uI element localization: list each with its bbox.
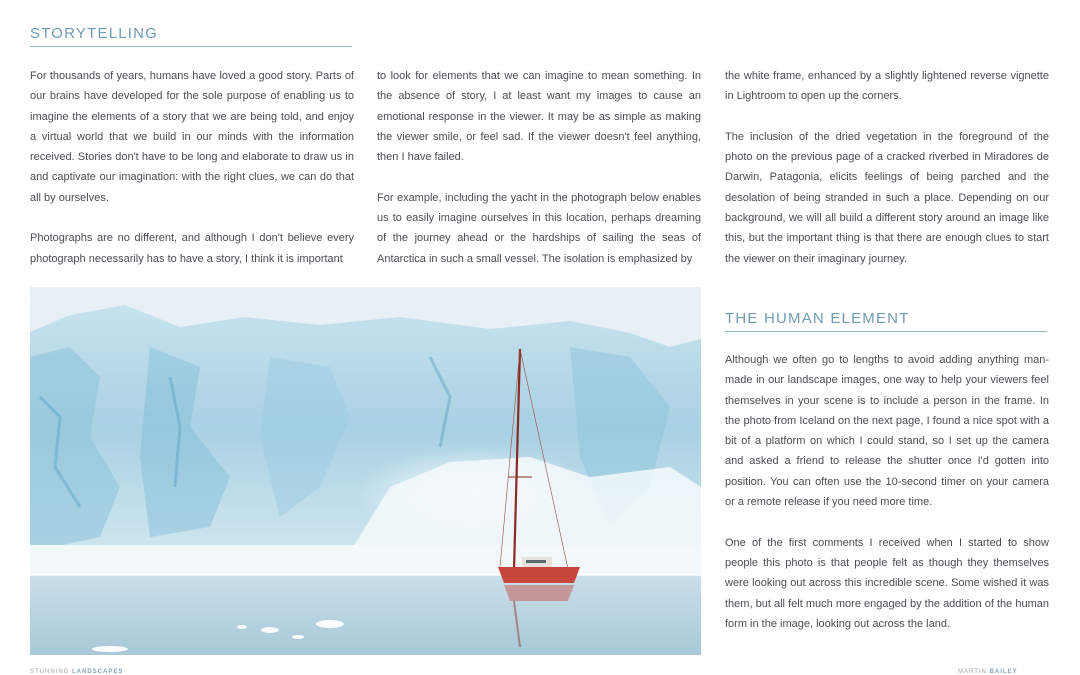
water: [30, 575, 701, 655]
paragraph: For example, including the yacht in the photograph below enables us to easily imagine ourselves in this location, perhaps dreaming of the journey ahead or the hardships of sailing the seas of Antarctica in such a small vessel. The isolation is emphasized by: [377, 191, 701, 265]
paragraph: One of the first comments I received when I started to show people this photo is that people felt as though they themselves were looking out across this incredible scene. Some wished it was them, but all felt much more engaged by the addition of the human form in the image, looking out across the land.: [725, 536, 1049, 630]
paragraph: Photographs are no different, and although I don't believe every photograph necessarily has to have a story, I think it is important: [30, 232, 354, 265]
footer-author-first: MARTIN: [958, 669, 987, 675]
footer-author-last: BAILEY: [989, 669, 1018, 675]
text-column-3-continued: [725, 350, 1049, 634]
paragraph: to look for elements that we can imagine to mean something. In the absence of story, I at least want my images to cause an emotional response in the viewer. It may be as simple as making the viewer smile, or feel sad. If the viewer doesn't feel anything, then I have failed.: [377, 70, 701, 164]
photo-antarctic-yacht: [30, 287, 701, 655]
paragraph: The inclusion of the dried vegetation in the foreground of the photo on the previous page of a cracked riverbed in Miradores de Darwin, Patagonia, elicits feelings of being parched and the desolation of being stranded in such a place. Depending on our background, we will all build a different story around an image like this, but the important thing is that there are enough clues to start the viewer on their imaginary journey.: [725, 130, 1049, 265]
ice-shelf: [30, 545, 701, 575]
section-heading-human-element: THE HUMAN ELEMENT: [725, 310, 1047, 332]
paragraph: the white frame, enhanced by a slightly lightened reverse vignette in Lightroom to open up the corners.: [725, 70, 1049, 103]
footer-left: [30, 669, 123, 675]
text-column-1: [30, 66, 354, 269]
footer-right: [958, 669, 1018, 675]
footer-book-title: LANDSCAPES: [72, 669, 124, 675]
text-column-2: [377, 66, 701, 269]
footer-prefix: STUNNING: [30, 669, 70, 675]
text-column-3: [725, 66, 1049, 269]
section-heading-storytelling: STORYTELLING: [30, 25, 352, 47]
paragraph: For thousands of years, humans have loved a good story. Parts of our brains have developed for the sole purpose of enabling us to imagine the elements of a story that we are being told, and enjoy a virtual world that we build in our minds with the information received. Stories don't have to be long and elaborate to draw us in and captivate our imagination: with the right clues, we can do that all by ourselves.: [30, 70, 354, 204]
paragraph: Although we often go to lengths to avoid adding anything man-made in our landscape images, one way to help your viewers feel themselves in your scene is to include a person in the frame. In the photo from Iceland on the next page, I found a nice spot with a bit of a platform on which I could stand, so I set up the camera and asked a friend to release the shutter once I'd gotten into position. You can often use the 10-second timer on your camera or a remote release if you need more time.: [725, 354, 1049, 509]
